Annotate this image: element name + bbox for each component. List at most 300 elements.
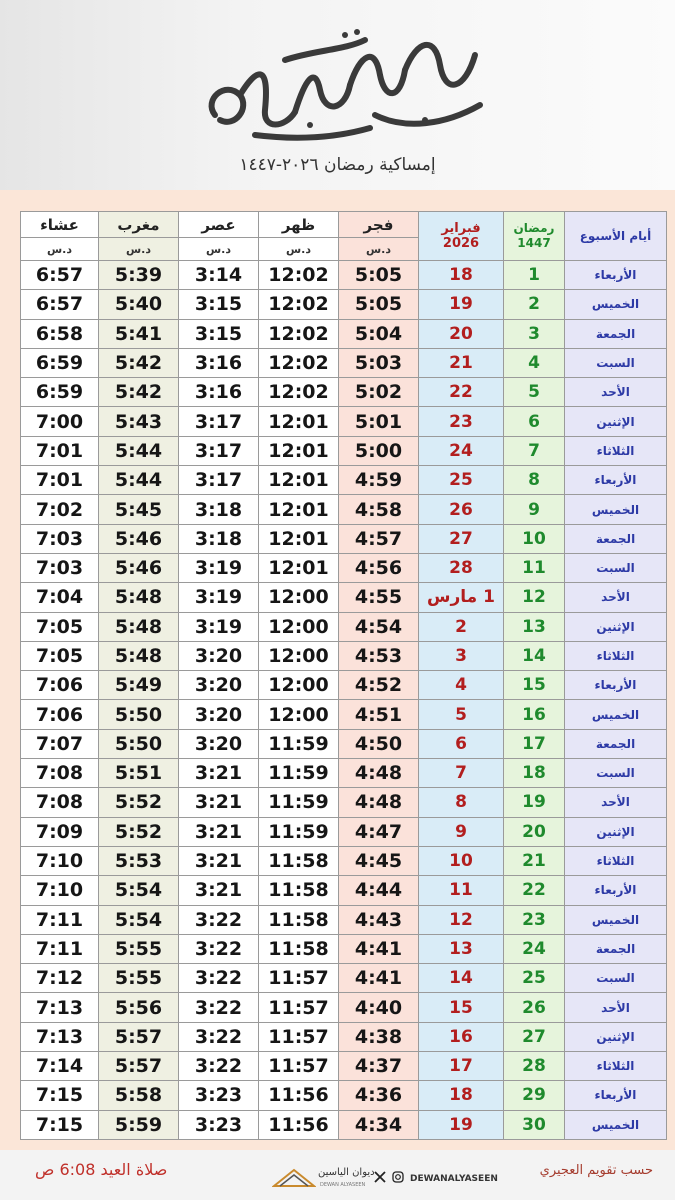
ramadan-day: 5 xyxy=(504,378,565,407)
ramadan-day: 29 xyxy=(504,1081,565,1110)
fajr-time: 4:40 xyxy=(339,993,419,1022)
asr-time: 3:21 xyxy=(179,759,259,788)
col-isha: عشاء xyxy=(21,212,99,238)
logo-name: ديوان الياسين xyxy=(318,1167,375,1178)
table-row xyxy=(21,407,667,436)
maghrib-time: 5:57 xyxy=(99,1022,179,1051)
eid-mubarak-calligraphy xyxy=(195,20,495,145)
maghrib-time: 5:43 xyxy=(99,407,179,436)
weekday-name: الإثنين xyxy=(565,407,667,436)
maghrib-time: 5:56 xyxy=(99,993,179,1022)
prayer-timetable xyxy=(20,211,667,1140)
asr-time: 3:20 xyxy=(179,700,259,729)
hijri-month: رمضان xyxy=(513,221,555,235)
logo-english: DEWAN ALYASEEN xyxy=(320,1182,366,1188)
maghrib-time: 5:52 xyxy=(99,788,179,817)
gregorian-date: 10 xyxy=(419,846,504,875)
ramadan-day: 3 xyxy=(504,319,565,348)
header-row xyxy=(21,212,667,238)
unit-label: د.س xyxy=(179,238,259,261)
gregorian-date: 13 xyxy=(419,934,504,963)
col-gregorian xyxy=(419,212,504,261)
fajr-time: 4:41 xyxy=(339,964,419,993)
gregorian-date: 4 xyxy=(419,671,504,700)
isha-time: 7:10 xyxy=(21,876,99,905)
maghrib-time: 5:40 xyxy=(99,290,179,319)
isha-time: 7:09 xyxy=(21,817,99,846)
ramadan-day: 20 xyxy=(504,817,565,846)
gregorian-date: 5 xyxy=(419,700,504,729)
fajr-time: 4:43 xyxy=(339,905,419,934)
gregorian-date: 19 xyxy=(419,290,504,319)
table-row xyxy=(21,290,667,319)
fajr-time: 4:55 xyxy=(339,583,419,612)
fajr-time: 4:36 xyxy=(339,1081,419,1110)
table-row xyxy=(21,1052,667,1081)
dewan-logo-icon xyxy=(272,1166,316,1190)
ramadan-day: 19 xyxy=(504,788,565,817)
ramadan-day: 16 xyxy=(504,700,565,729)
isha-time: 7:08 xyxy=(21,788,99,817)
table-row xyxy=(21,1022,667,1051)
maghrib-time: 5:41 xyxy=(99,319,179,348)
gregorian-date: 24 xyxy=(419,436,504,465)
maghrib-time: 5:46 xyxy=(99,524,179,553)
instagram-icon xyxy=(392,1171,404,1183)
dhuhr-time: 12:02 xyxy=(259,378,339,407)
gregorian-date: 7 xyxy=(419,759,504,788)
gregorian-date: 15 xyxy=(419,993,504,1022)
dhuhr-time: 12:00 xyxy=(259,700,339,729)
isha-time: 7:06 xyxy=(21,671,99,700)
asr-time: 3:21 xyxy=(179,788,259,817)
isha-time: 7:15 xyxy=(21,1110,99,1139)
asr-time: 3:15 xyxy=(179,319,259,348)
asr-time: 3:23 xyxy=(179,1110,259,1139)
col-fajr: فجر xyxy=(339,212,419,238)
fajr-time: 4:56 xyxy=(339,553,419,582)
dhuhr-time: 12:02 xyxy=(259,319,339,348)
unit-label: د.س xyxy=(259,238,339,261)
table-row xyxy=(21,1081,667,1110)
fajr-time: 4:58 xyxy=(339,495,419,524)
ramadan-day: 6 xyxy=(504,407,565,436)
gregorian-date: 17 xyxy=(419,1052,504,1081)
x-twitter-icon xyxy=(374,1171,386,1183)
ramadan-day: 9 xyxy=(504,495,565,524)
maghrib-time: 5:44 xyxy=(99,466,179,495)
fajr-time: 4:48 xyxy=(339,759,419,788)
weekday-name: الخميس xyxy=(565,495,667,524)
isha-time: 7:05 xyxy=(21,612,99,641)
weekday-name: السبت xyxy=(565,964,667,993)
isha-time: 7:04 xyxy=(21,583,99,612)
maghrib-time: 5:48 xyxy=(99,583,179,612)
fajr-time: 4:48 xyxy=(339,788,419,817)
dhuhr-time: 11:56 xyxy=(259,1081,339,1110)
dhuhr-time: 12:01 xyxy=(259,495,339,524)
gregorian-date: 19 xyxy=(419,1110,504,1139)
gregorian-date: 1 مارس xyxy=(419,583,504,612)
fajr-time: 4:50 xyxy=(339,729,419,758)
asr-time: 3:19 xyxy=(179,612,259,641)
col-maghrib: مغرب xyxy=(99,212,179,238)
dhuhr-time: 12:01 xyxy=(259,436,339,465)
fajr-time: 4:59 xyxy=(339,466,419,495)
gregorian-date: 22 xyxy=(419,378,504,407)
maghrib-time: 5:59 xyxy=(99,1110,179,1139)
maghrib-time: 5:50 xyxy=(99,729,179,758)
maghrib-time: 5:46 xyxy=(99,553,179,582)
gregorian-year: 2026 xyxy=(442,236,480,251)
maghrib-time: 5:48 xyxy=(99,641,179,670)
gregorian-date: 2 xyxy=(419,612,504,641)
asr-time: 3:17 xyxy=(179,436,259,465)
maghrib-time: 5:39 xyxy=(99,261,179,290)
gregorian-date: 25 xyxy=(419,466,504,495)
ramadan-day: 1 xyxy=(504,261,565,290)
weekday-name: الأربعاء xyxy=(565,261,667,290)
fajr-time: 4:38 xyxy=(339,1022,419,1051)
asr-time: 3:18 xyxy=(179,495,259,524)
weekday-name: السبت xyxy=(565,759,667,788)
ramadan-day: 28 xyxy=(504,1052,565,1081)
fajr-time: 4:45 xyxy=(339,846,419,875)
table-row xyxy=(21,817,667,846)
isha-time: 7:11 xyxy=(21,934,99,963)
table-row xyxy=(21,671,667,700)
asr-time: 3:23 xyxy=(179,1081,259,1110)
weekday-name: الثلاثاء xyxy=(565,1052,667,1081)
asr-time: 3:18 xyxy=(179,524,259,553)
gregorian-date: 18 xyxy=(419,1081,504,1110)
dhuhr-time: 11:57 xyxy=(259,1022,339,1051)
fajr-time: 5:05 xyxy=(339,290,419,319)
table-row xyxy=(21,641,667,670)
isha-time: 7:03 xyxy=(21,524,99,553)
weekday-name: الخميس xyxy=(565,290,667,319)
maghrib-time: 5:58 xyxy=(99,1081,179,1110)
col-asr: عصر xyxy=(179,212,259,238)
maghrib-time: 5:50 xyxy=(99,700,179,729)
maghrib-time: 5:49 xyxy=(99,671,179,700)
weekday-name: الأربعاء xyxy=(565,671,667,700)
asr-time: 3:21 xyxy=(179,876,259,905)
weekday-name: السبت xyxy=(565,553,667,582)
asr-time: 3:22 xyxy=(179,964,259,993)
maghrib-time: 5:45 xyxy=(99,495,179,524)
isha-time: 7:07 xyxy=(21,729,99,758)
table-row xyxy=(21,553,667,582)
maghrib-time: 5:55 xyxy=(99,934,179,963)
asr-time: 3:20 xyxy=(179,671,259,700)
header-banner xyxy=(0,0,675,190)
isha-time: 7:13 xyxy=(21,1022,99,1051)
maghrib-time: 5:51 xyxy=(99,759,179,788)
ramadan-day: 8 xyxy=(504,466,565,495)
isha-time: 7:15 xyxy=(21,1081,99,1110)
dhuhr-time: 12:00 xyxy=(259,583,339,612)
table-row xyxy=(21,495,667,524)
dhuhr-time: 11:59 xyxy=(259,729,339,758)
fajr-time: 4:52 xyxy=(339,671,419,700)
fajr-time: 4:44 xyxy=(339,876,419,905)
ramadan-day: 15 xyxy=(504,671,565,700)
col-hijri xyxy=(504,212,565,261)
ramadan-day: 23 xyxy=(504,905,565,934)
asr-time: 3:22 xyxy=(179,1052,259,1081)
ramadan-day: 22 xyxy=(504,876,565,905)
isha-time: 6:59 xyxy=(21,348,99,377)
maghrib-time: 5:54 xyxy=(99,876,179,905)
table-row xyxy=(21,261,667,290)
fajr-time: 4:47 xyxy=(339,817,419,846)
fajr-time: 4:34 xyxy=(339,1110,419,1139)
gregorian-date: 8 xyxy=(419,788,504,817)
table-row xyxy=(21,1110,667,1139)
gregorian-date: 21 xyxy=(419,348,504,377)
table-row xyxy=(21,759,667,788)
fajr-time: 4:54 xyxy=(339,612,419,641)
fajr-time: 4:57 xyxy=(339,524,419,553)
gregorian-date: 26 xyxy=(419,495,504,524)
social-handle: DEWANALYASEEN xyxy=(410,1174,498,1184)
table-row xyxy=(21,964,667,993)
gregorian-date: 28 xyxy=(419,553,504,582)
weekday-name: الإثنين xyxy=(565,817,667,846)
eid-prayer-time: صلاة العيد 6:08 ص xyxy=(35,1160,168,1179)
isha-time: 7:01 xyxy=(21,466,99,495)
table-row xyxy=(21,348,667,377)
dhuhr-time: 12:02 xyxy=(259,290,339,319)
dhuhr-time: 12:02 xyxy=(259,348,339,377)
unit-label: د.س xyxy=(99,238,179,261)
fajr-time: 5:00 xyxy=(339,436,419,465)
table-row xyxy=(21,905,667,934)
ramadan-day: 7 xyxy=(504,436,565,465)
asr-time: 3:19 xyxy=(179,583,259,612)
isha-time: 7:05 xyxy=(21,641,99,670)
maghrib-time: 5:52 xyxy=(99,817,179,846)
gregorian-date: 18 xyxy=(419,261,504,290)
table-row xyxy=(21,612,667,641)
weekday-name: الثلاثاء xyxy=(565,846,667,875)
hijri-year: 1447 xyxy=(517,236,551,250)
fajr-time: 5:03 xyxy=(339,348,419,377)
fajr-time: 4:41 xyxy=(339,934,419,963)
gregorian-date: 11 xyxy=(419,876,504,905)
asr-time: 3:20 xyxy=(179,641,259,670)
isha-time: 7:03 xyxy=(21,553,99,582)
dhuhr-time: 11:58 xyxy=(259,905,339,934)
dhuhr-time: 12:01 xyxy=(259,553,339,582)
dhuhr-time: 12:02 xyxy=(259,261,339,290)
maghrib-time: 5:44 xyxy=(99,436,179,465)
isha-time: 7:11 xyxy=(21,905,99,934)
maghrib-time: 5:42 xyxy=(99,348,179,377)
ramadan-day: 12 xyxy=(504,583,565,612)
asr-time: 3:20 xyxy=(179,729,259,758)
gregorian-date: 3 xyxy=(419,641,504,670)
weekday-name: الإثنين xyxy=(565,612,667,641)
table-row xyxy=(21,993,667,1022)
asr-time: 3:22 xyxy=(179,934,259,963)
weekday-name: الأربعاء xyxy=(565,876,667,905)
ramadan-day: 26 xyxy=(504,993,565,1022)
isha-time: 6:57 xyxy=(21,290,99,319)
table-row xyxy=(21,700,667,729)
dhuhr-time: 12:01 xyxy=(259,407,339,436)
dhuhr-time: 11:59 xyxy=(259,817,339,846)
unit-label: د.س xyxy=(21,238,99,261)
page-subtitle: إمساكية رمضان ٢٠٢٦-١٤٤٧ xyxy=(239,155,436,175)
gregorian-date: 23 xyxy=(419,407,504,436)
weekday-name: السبت xyxy=(565,348,667,377)
weekday-name: الأحد xyxy=(565,993,667,1022)
gregorian-date: 14 xyxy=(419,964,504,993)
ramadan-day: 18 xyxy=(504,759,565,788)
maghrib-time: 5:54 xyxy=(99,905,179,934)
ramadan-day: 24 xyxy=(504,934,565,963)
weekday-name: الأحد xyxy=(565,788,667,817)
gregorian-month: فبراير xyxy=(441,221,481,236)
maghrib-time: 5:42 xyxy=(99,378,179,407)
table-row xyxy=(21,436,667,465)
ramadan-day: 21 xyxy=(504,846,565,875)
asr-time: 3:15 xyxy=(179,290,259,319)
dhuhr-time: 12:00 xyxy=(259,641,339,670)
isha-time: 7:13 xyxy=(21,993,99,1022)
dhuhr-time: 11:59 xyxy=(259,788,339,817)
asr-time: 3:22 xyxy=(179,1022,259,1051)
ramadan-day: 11 xyxy=(504,553,565,582)
asr-time: 3:17 xyxy=(179,466,259,495)
dhuhr-time: 11:58 xyxy=(259,846,339,875)
table-row xyxy=(21,934,667,963)
col-weekdays: أيام الأسبوع xyxy=(565,212,667,261)
weekday-name: الإثنين xyxy=(565,1022,667,1051)
isha-time: 7:12 xyxy=(21,964,99,993)
table-row xyxy=(21,876,667,905)
isha-time: 7:06 xyxy=(21,700,99,729)
fajr-time: 4:51 xyxy=(339,700,419,729)
ramadan-day: 30 xyxy=(504,1110,565,1139)
table-row xyxy=(21,524,667,553)
ramadan-day: 4 xyxy=(504,348,565,377)
weekday-name: الخميس xyxy=(565,905,667,934)
table-row xyxy=(21,788,667,817)
asr-time: 3:16 xyxy=(179,348,259,377)
ramadan-day: 10 xyxy=(504,524,565,553)
dhuhr-time: 11:57 xyxy=(259,1052,339,1081)
fajr-time: 4:53 xyxy=(339,641,419,670)
ramadan-day: 25 xyxy=(504,964,565,993)
fajr-time: 4:37 xyxy=(339,1052,419,1081)
fajr-time: 5:05 xyxy=(339,261,419,290)
weekday-name: الجمعة xyxy=(565,729,667,758)
table-row xyxy=(21,729,667,758)
gregorian-date: 20 xyxy=(419,319,504,348)
weekday-name: الأربعاء xyxy=(565,1081,667,1110)
weekday-name: الأحد xyxy=(565,583,667,612)
dhuhr-time: 12:00 xyxy=(259,671,339,700)
isha-time: 6:59 xyxy=(21,378,99,407)
gregorian-date: 9 xyxy=(419,817,504,846)
col-dhuhr: ظهر xyxy=(259,212,339,238)
weekday-name: الجمعة xyxy=(565,524,667,553)
weekday-name: الثلاثاء xyxy=(565,641,667,670)
isha-time: 7:10 xyxy=(21,846,99,875)
table-row xyxy=(21,378,667,407)
asr-time: 3:22 xyxy=(179,993,259,1022)
asr-time: 3:17 xyxy=(179,407,259,436)
gregorian-date: 27 xyxy=(419,524,504,553)
asr-time: 3:19 xyxy=(179,553,259,582)
dhuhr-time: 12:00 xyxy=(259,612,339,641)
dhuhr-time: 11:58 xyxy=(259,934,339,963)
isha-time: 7:08 xyxy=(21,759,99,788)
asr-time: 3:14 xyxy=(179,261,259,290)
isha-time: 6:58 xyxy=(21,319,99,348)
fajr-time: 5:01 xyxy=(339,407,419,436)
isha-time: 7:14 xyxy=(21,1052,99,1081)
maghrib-time: 5:53 xyxy=(99,846,179,875)
table-row xyxy=(21,583,667,612)
ramadan-day: 17 xyxy=(504,729,565,758)
unit-label: د.س xyxy=(339,238,419,261)
dhuhr-time: 11:56 xyxy=(259,1110,339,1139)
isha-time: 6:57 xyxy=(21,261,99,290)
gregorian-date: 12 xyxy=(419,905,504,934)
weekday-name: الخميس xyxy=(565,1110,667,1139)
fajr-time: 5:02 xyxy=(339,378,419,407)
dhuhr-time: 11:59 xyxy=(259,759,339,788)
weekday-name: الأربعاء xyxy=(565,466,667,495)
dhuhr-time: 12:01 xyxy=(259,466,339,495)
asr-time: 3:16 xyxy=(179,378,259,407)
asr-time: 3:22 xyxy=(179,905,259,934)
gregorian-date: 6 xyxy=(419,729,504,758)
ramadan-day: 2 xyxy=(504,290,565,319)
table-row xyxy=(21,846,667,875)
maghrib-time: 5:57 xyxy=(99,1052,179,1081)
fajr-time: 5:04 xyxy=(339,319,419,348)
ramadan-day: 27 xyxy=(504,1022,565,1051)
weekday-name: الخميس xyxy=(565,700,667,729)
calendar-source: حسب تقويم العجيري xyxy=(539,1163,653,1178)
weekday-name: الجمعة xyxy=(565,319,667,348)
weekday-name: الثلاثاء xyxy=(565,436,667,465)
table-row xyxy=(21,319,667,348)
weekday-name: الأحد xyxy=(565,378,667,407)
maghrib-time: 5:48 xyxy=(99,612,179,641)
isha-time: 7:00 xyxy=(21,407,99,436)
dhuhr-time: 11:57 xyxy=(259,993,339,1022)
ramadan-day: 14 xyxy=(504,641,565,670)
gregorian-date: 16 xyxy=(419,1022,504,1051)
dhuhr-time: 12:01 xyxy=(259,524,339,553)
maghrib-time: 5:55 xyxy=(99,964,179,993)
asr-time: 3:21 xyxy=(179,817,259,846)
asr-time: 3:21 xyxy=(179,846,259,875)
weekday-name: الجمعة xyxy=(565,934,667,963)
ramadan-day: 13 xyxy=(504,612,565,641)
dhuhr-time: 11:58 xyxy=(259,876,339,905)
table-row xyxy=(21,466,667,495)
isha-time: 7:01 xyxy=(21,436,99,465)
dhuhr-time: 11:57 xyxy=(259,964,339,993)
isha-time: 7:02 xyxy=(21,495,99,524)
